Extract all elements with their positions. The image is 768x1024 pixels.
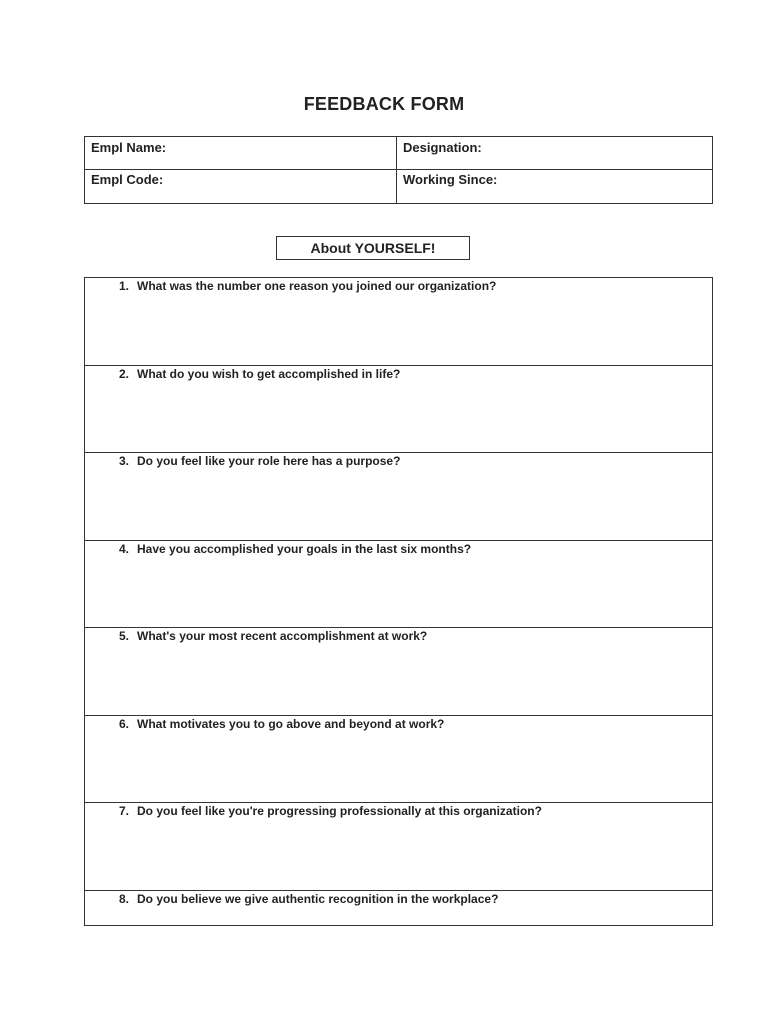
question-row (85, 278, 712, 366)
form-title: FEEDBACK FORM (303, 94, 465, 114)
question-number: 2. (118, 367, 129, 381)
question-number: 3. (118, 454, 129, 468)
working-since-label: Working Since: (403, 172, 498, 187)
answer-area[interactable] (85, 823, 712, 890)
answer-area[interactable] (85, 386, 712, 452)
question-row (85, 453, 712, 541)
questions-table (84, 277, 713, 926)
employee-info-row (85, 169, 712, 203)
empl-name-field[interactable] (85, 137, 397, 169)
question-number: 4. (118, 542, 129, 556)
question-text: What was the number one reason you joined our organization? (137, 279, 497, 293)
question-number: 6. (118, 717, 129, 731)
question-text: Have you accomplished your goals in the last six months? (137, 542, 472, 556)
question-number: 1. (118, 279, 129, 293)
answer-area[interactable] (85, 736, 712, 802)
designation-label: Designation: (403, 140, 482, 155)
question-text: What's your most recent accomplishment at work? (137, 629, 428, 643)
question-row (85, 541, 712, 628)
working-since-field[interactable] (397, 169, 712, 203)
employee-info-row (85, 137, 712, 170)
question-text: Do you feel like you're progressing professionally at this organization? (137, 804, 542, 818)
answer-area[interactable] (85, 298, 712, 365)
question-number: 8. (118, 892, 129, 906)
question-row (85, 366, 712, 453)
section-heading: About YOURSELF! (276, 236, 470, 260)
designation-field[interactable] (397, 137, 712, 169)
question-number: 7. (118, 804, 129, 818)
empl-code-label: Empl Code: (91, 172, 164, 187)
empl-code-field[interactable] (85, 169, 397, 203)
question-text: Do you believe we give authentic recognition in the workplace? (137, 892, 499, 906)
question-row (85, 716, 712, 803)
employee-info-table (84, 136, 713, 204)
question-row (85, 803, 712, 891)
question-text: What do you wish to get accomplished in life? (137, 367, 401, 381)
answer-area[interactable] (85, 911, 712, 925)
answer-area[interactable] (85, 561, 712, 627)
question-text: Do you feel like your role here has a purpose? (137, 454, 401, 468)
question-row (85, 628, 712, 716)
question-row (85, 891, 712, 925)
answer-area[interactable] (85, 473, 712, 540)
question-number: 5. (118, 629, 129, 643)
question-text: What motivates you to go above and beyond at work? (137, 717, 445, 731)
empl-name-label: Empl Name: (91, 140, 167, 155)
answer-area[interactable] (85, 648, 712, 715)
